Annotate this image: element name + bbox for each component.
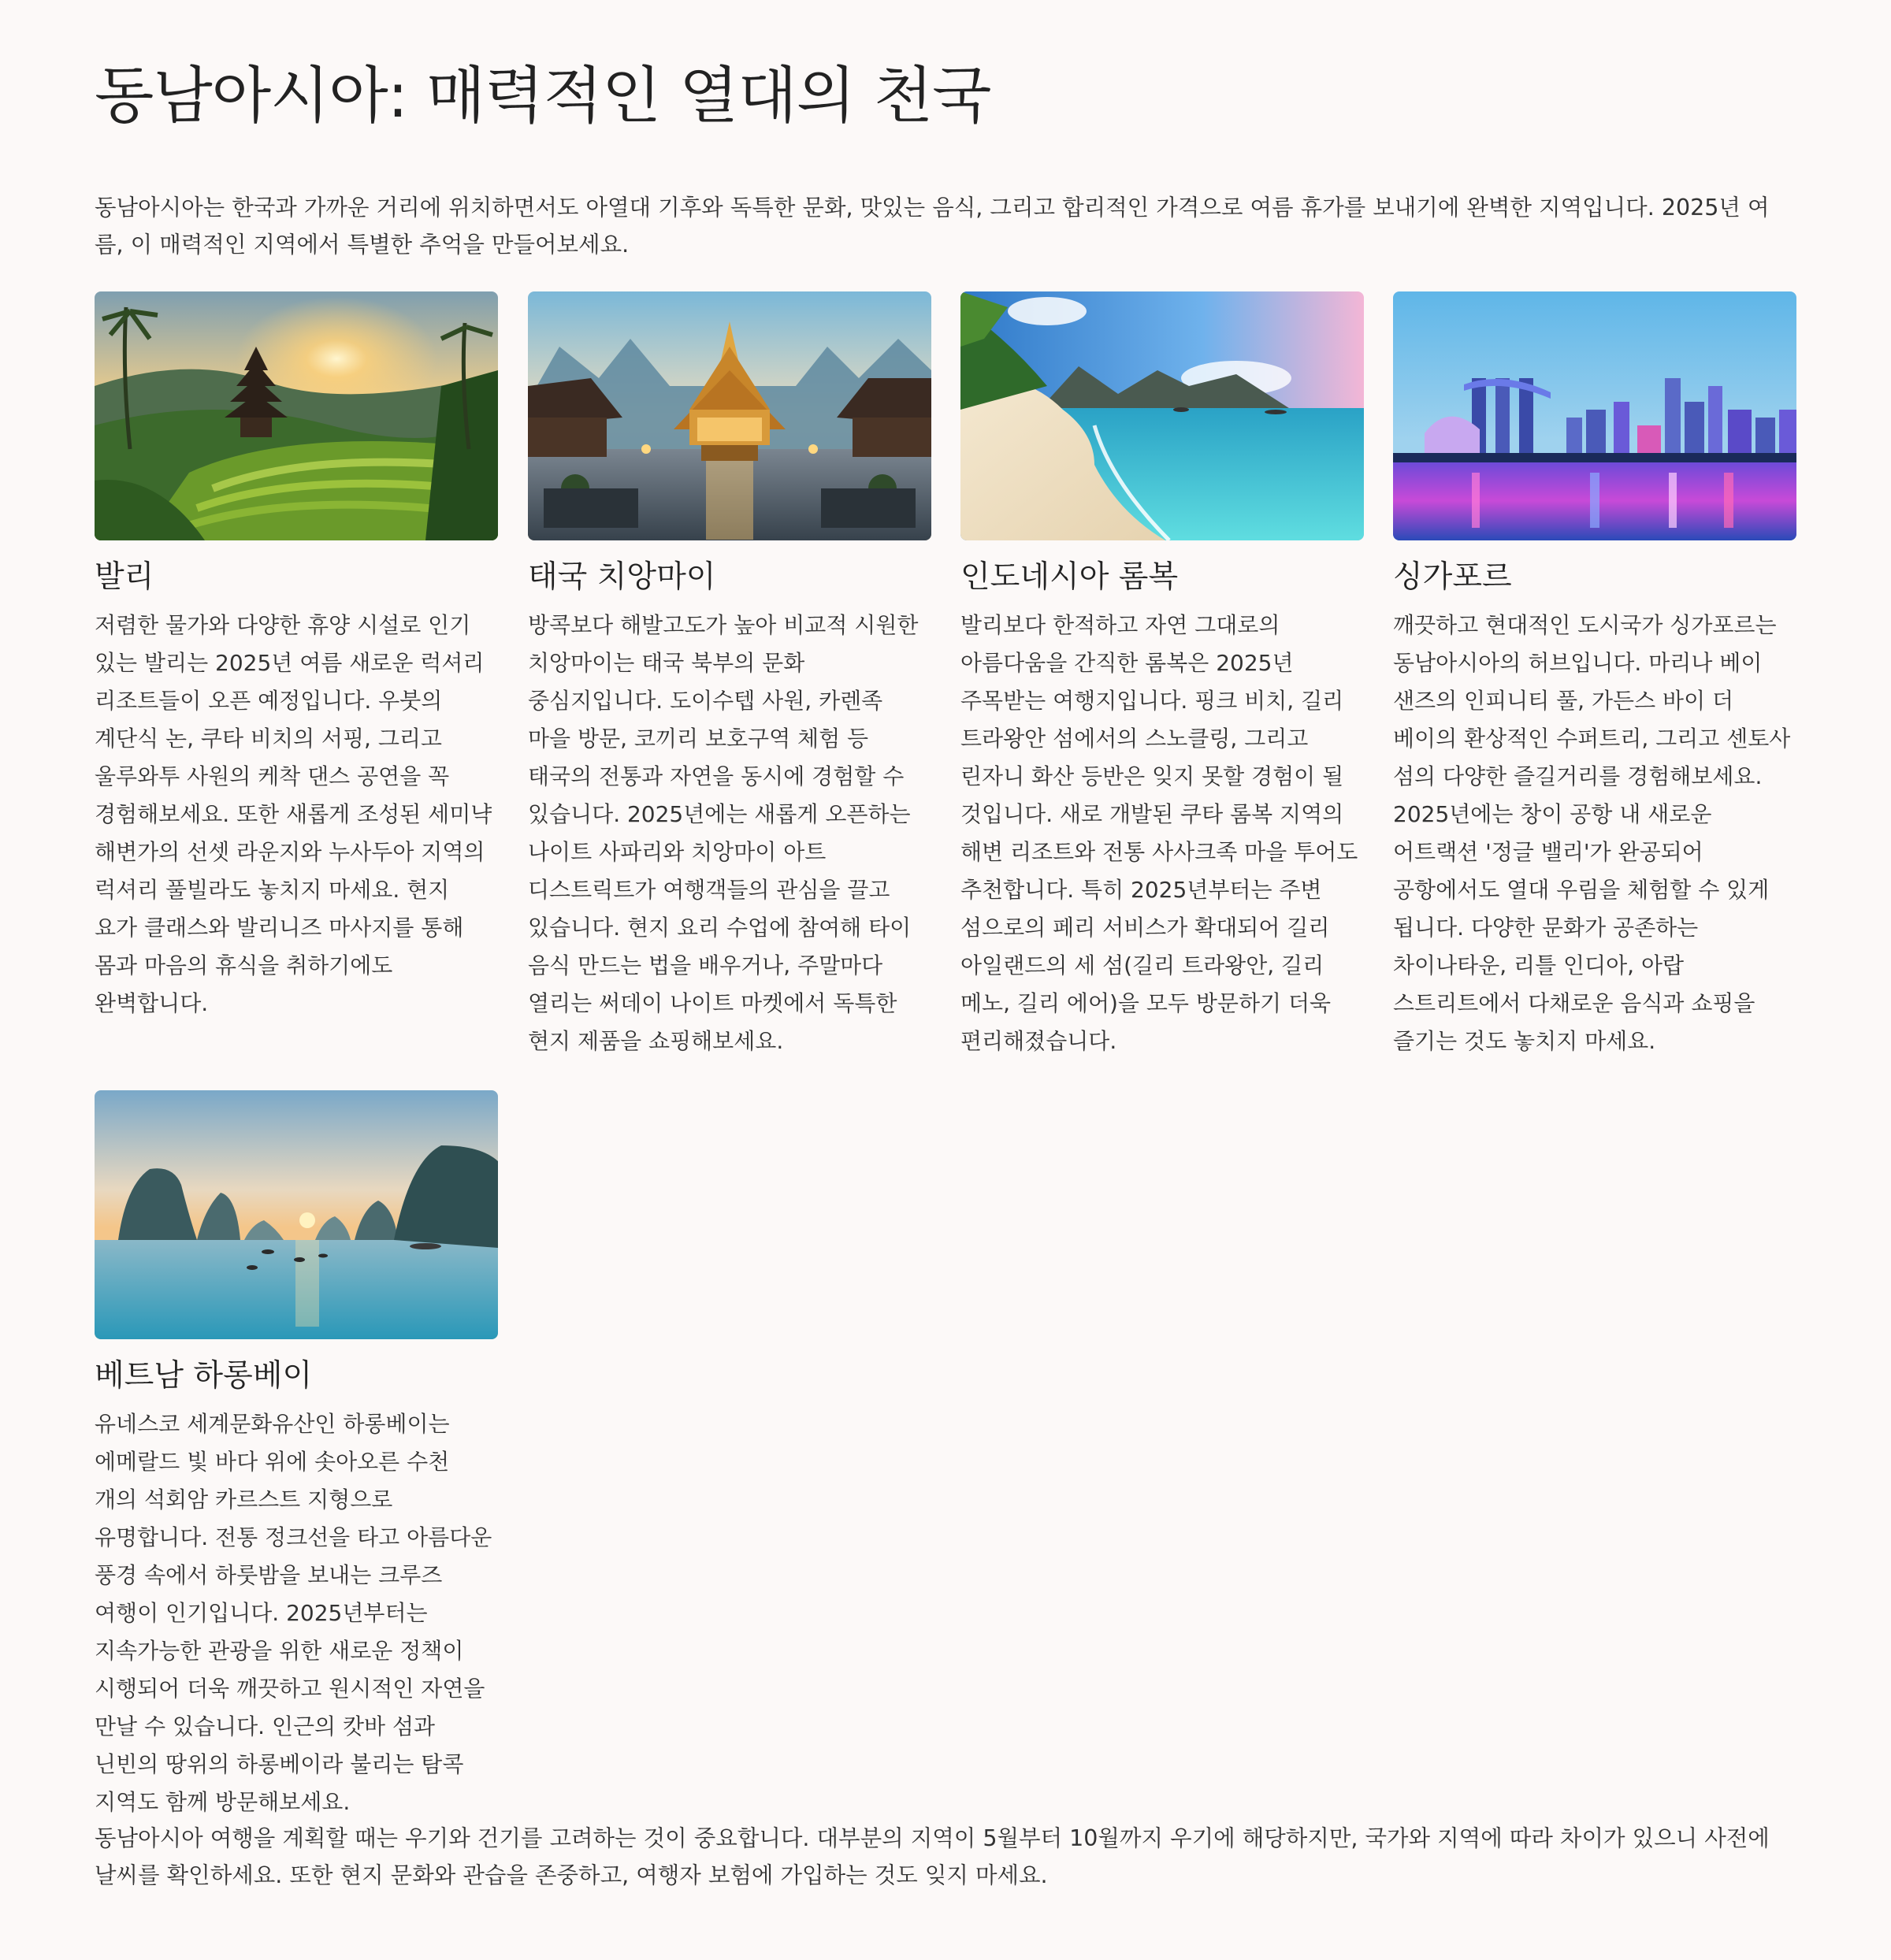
ha-long-bay-image — [95, 1090, 498, 1339]
destination-description: 깨끗하고 현대적인 도시국가 싱가포르는 동남아시아의 허브입니다. 마리나 베이 샌즈의 인피니티 풀, 가든스 바이 더 베이의 환상적인 수퍼트리, 그리고 센토사 섬의 다양한 즐길거리를 경험해보세요. 2025년에는 창이 공항 내 새로운 어트랙션 '정글 밸리'가 완공되어 공항에서도 열대 우림을 체험할 수 있게 됩니다. 다양한 문화가 공존하는 차이나타운, 리틀 인디아, 아랍 스트리트에서 다채로운 음식과 쇼핑을 즐기는 것도 놓치지 마세요. — [1393, 612, 1791, 1054]
destination-description: 방콕보다 해발고도가 높아 비교적 시원한 치앙마이는 태국 북부의 문화 중심지입니다. 도이수텝 사원, 카렌족 마을 방문, 코끼리 보호구역 체험 등 태국의 전통과 자연을 동시에 경험할 수 있습니다. 2025년에는 새롭게 오픈하는 나이트 사파리와 치앙마이 아트 디스트릭트가 여행객들의 관심을 끌고 있습니다. 현지 요리 수업에 참여해 타이 음식 만드는 법을 배우거나, 주말마다 열리는 써데이 나이트 마켓에서 독특한 현지 제품을 쇼핑해보세요. — [528, 612, 919, 1054]
outro-paragraph: 동남아시아 여행을 계획할 때는 우기와 건기를 고려하는 것이 중요합니다. 대부분의 지역이 5월부터 10월까지 우기에 해당하지만, 국가와 지역에 따라 차이가 있으니 사전에 날씨를 확인하세요. 또한 현지 문화와 관습을 존중하고, 여행자 보험에 가입하는 것도 잊지 마세요. — [95, 1825, 1770, 1888]
singapore-skyline-image — [1393, 291, 1796, 540]
destination-title: 발리 — [95, 559, 154, 595]
destination-card-bali — [95, 291, 498, 1016]
destination-description: 유네스코 세계문화유산인 하롱베이는 에메랄드 빛 바다 위에 솟아오른 수천 개의 석회암 카르스트 지형으로 유명합니다. 전통 정크선을 타고 아름다운 풍경 속에서 하룻밤을 보내는 크루즈 여행이 인기입니다. 2025년부터는 지속가능한 관광을 위한 새로운 정책이 시행되어 더욱 깨끗하고 원시적인 자연을 만날 수 있습니다. 인근의 캇바 섬과 닌빈의 땅위의 하롱베이라 불리는 탐콕 지역도 함께 방문해보세요. — [95, 1411, 492, 1815]
chiang-mai-temple-image — [528, 291, 931, 540]
destination-title: 인도네시아 롬복 — [960, 559, 1179, 595]
page-title: 동남아시아: 매력적인 열대의 천국 — [95, 61, 991, 132]
destination-card-lombok — [960, 291, 1364, 1054]
intro-paragraph: 동남아시아는 한국과 가까운 거리에 위치하면서도 아열대 기후와 독특한 문화, 맛있는 음식, 그리고 합리적인 가격으로 여름 휴가를 보내기에 완벽한 지역입니다. 2025년 여름, 이 매력적인 지역에서 특별한 추억을 만들어보세요. — [95, 195, 1770, 258]
lombok-beach-image — [960, 291, 1364, 540]
destination-card-ha-long-bay — [95, 1090, 498, 1815]
destination-title: 태국 치앙마이 — [528, 559, 716, 595]
destination-description: 저렴한 물가와 다양한 휴양 시설로 인기 있는 발리는 2025년 여름 새로운 럭셔리 리조트들이 오픈 예정입니다. 우붓의 계단식 논, 쿠타 비치의 서핑, 그리고 울루와투 사원의 케착 댄스 공연을 꼭 경험해보세요. 또한 새롭게 조성된 세미냑 해변가의 선셋 라운지와 누사두아 지역의 럭셔리 풀빌라도 놓치지 마세요. 현지 요가 클래스와 발리니즈 마사지를 통해 몸과 마음의 휴식을 취하기에도 완벽합니다. — [95, 612, 492, 1016]
destination-title: 싱가포르 — [1393, 559, 1512, 595]
destination-card-chiang-mai — [528, 291, 931, 1054]
bali-rice-terrace-image — [95, 291, 498, 540]
destination-description: 발리보다 한적하고 자연 그대로의 아름다움을 간직한 롬복은 2025년 주목받는 여행지입니다. 핑크 비치, 길리 트라왕안 섬에서의 스노클링, 그리고 린자니 화산 등반은 잊지 못할 경험이 될 것입니다. 새로 개발된 쿠타 롬복 지역의 해변 리조트와 전통 사사크족 마을 투어도 추천합니다. 특히 2025년부터는 주변 섬으로의 페리 서비스가 확대되어 길리 아일랜드의 세 섬(길리 트라왕안, 길리 메노, 길리 에어)을 모두 방문하기 더욱 편리해졌습니다. — [960, 612, 1358, 1054]
destination-title: 베트남 하롱베이 — [95, 1358, 313, 1394]
destination-card-singapore — [1393, 291, 1796, 1054]
